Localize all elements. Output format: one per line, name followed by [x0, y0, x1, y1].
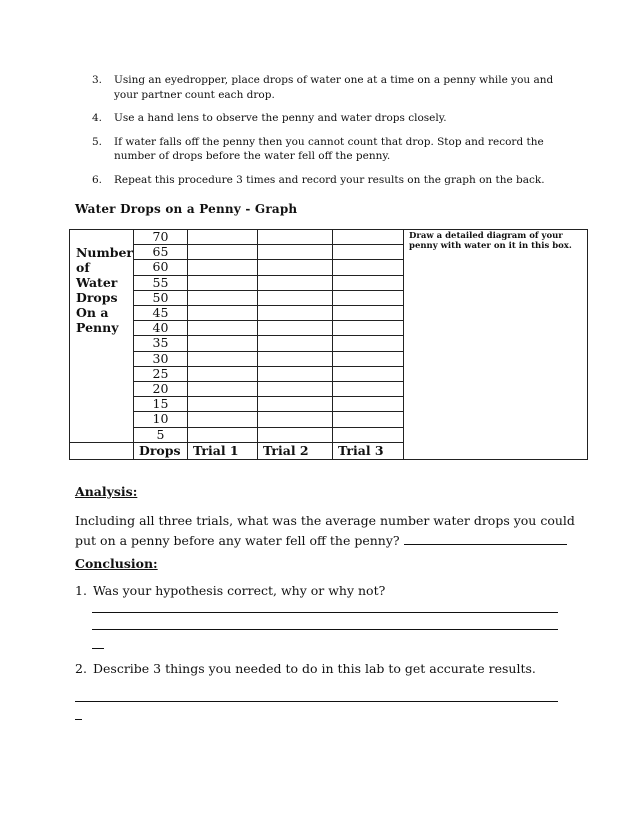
y-value: 65 — [134, 245, 188, 260]
y-value: 10 — [134, 412, 188, 427]
step-4 — [92, 111, 572, 126]
trial-2-cell[interactable] — [258, 230, 333, 245]
trial-1-cell[interactable] — [188, 290, 258, 305]
trial-1-cell[interactable] — [188, 366, 258, 381]
step-6 — [92, 173, 572, 188]
y-value: 20 — [134, 382, 188, 397]
y-value: 30 — [134, 351, 188, 366]
trial-3-cell[interactable] — [333, 397, 404, 412]
y-value: 15 — [134, 397, 188, 412]
trial-2-cell[interactable] — [258, 382, 333, 397]
analysis-question — [75, 511, 575, 551]
question-number: 2. — [75, 661, 87, 676]
trial-3-cell[interactable] — [333, 306, 404, 321]
analysis-heading: Analysis: — [75, 484, 138, 499]
diagram-box[interactable] — [404, 230, 588, 460]
graph-title: Water Drops on a Penny - Graph — [75, 202, 298, 216]
step-text: Repeat this procedure 3 times and record your results on the graph on the back. — [114, 173, 545, 186]
y-value: 35 — [134, 336, 188, 351]
trial-1-cell[interactable] — [188, 275, 258, 290]
y-value: 55 — [134, 275, 188, 290]
step-5 — [92, 135, 572, 164]
y-axis-label-line: Number — [76, 245, 134, 260]
trial-3-cell[interactable] — [333, 321, 404, 336]
trial-2-cell[interactable] — [258, 275, 333, 290]
trial-2-cell[interactable] — [258, 321, 333, 336]
trial-1-cell[interactable] — [188, 397, 258, 412]
table-row — [70, 230, 588, 245]
step-3 — [92, 73, 572, 102]
trial-1-cell[interactable] — [188, 230, 258, 245]
trial-3-cell[interactable] — [333, 366, 404, 381]
trial-2-cell[interactable] — [258, 351, 333, 366]
trial-1-cell[interactable] — [188, 412, 258, 427]
trial-3-cell[interactable] — [333, 412, 404, 427]
trial-1-cell[interactable] — [188, 427, 258, 442]
y-axis-label-line: Water — [76, 275, 118, 290]
conclusion-question-1 — [75, 583, 385, 598]
y-value: 70 — [134, 230, 188, 245]
y-axis-label-line: On a — [76, 305, 109, 320]
step-text: Use a hand lens to observe the penny and water drops closely. — [114, 112, 447, 124]
trial-2-cell[interactable] — [258, 306, 333, 321]
y-axis-label-line: Drops — [76, 290, 118, 305]
footer-blank-cell — [70, 442, 134, 459]
graph-table-body — [70, 230, 588, 460]
answer-line[interactable] — [92, 629, 558, 630]
step-number: 4. — [92, 112, 103, 124]
y-axis-label — [70, 230, 134, 443]
trial-3-cell[interactable] — [333, 230, 404, 245]
answer-line[interactable] — [75, 719, 82, 720]
trial-1-cell[interactable] — [188, 336, 258, 351]
trial-1-label: Trial 1 — [188, 442, 258, 459]
trial-2-cell[interactable] — [258, 260, 333, 275]
trial-1-cell[interactable] — [188, 245, 258, 260]
step-number: 5. — [92, 135, 103, 148]
trial-1-cell[interactable] — [188, 260, 258, 275]
conclusion-question-2 — [75, 661, 536, 676]
analysis-answer-blank[interactable] — [404, 532, 567, 545]
step-text: Using an eyedropper, place drops of water one at a time on a penny while you and your partner count each drop. — [114, 74, 554, 101]
y-axis-label-line: of — [76, 260, 90, 275]
trial-2-cell[interactable] — [258, 397, 333, 412]
graph-table — [69, 229, 588, 460]
trial-1-cell[interactable] — [188, 351, 258, 366]
diagram-instruction: Draw a detailed diagram of your penny with water on it in this box. — [409, 231, 572, 251]
y-value: 50 — [134, 290, 188, 305]
trial-3-cell[interactable] — [333, 245, 404, 260]
trial-3-cell[interactable] — [333, 427, 404, 442]
y-value: 45 — [134, 306, 188, 321]
trial-3-label: Trial 3 — [333, 442, 404, 459]
trial-1-cell[interactable] — [188, 382, 258, 397]
trial-3-cell[interactable] — [333, 351, 404, 366]
answer-line[interactable] — [92, 612, 558, 613]
procedure-steps — [92, 73, 572, 196]
answer-line[interactable] — [75, 701, 558, 702]
step-number: 6. — [92, 173, 103, 186]
trial-2-cell[interactable] — [258, 245, 333, 260]
question-number: 1. — [75, 583, 87, 598]
trial-3-cell[interactable] — [333, 275, 404, 290]
conclusion-heading: Conclusion: — [75, 556, 158, 571]
trial-2-cell[interactable] — [258, 290, 333, 305]
step-number: 3. — [92, 74, 103, 86]
trial-1-cell[interactable] — [188, 306, 258, 321]
step-text: If water falls off the penny then you cannot count that drop. Stop and record the number of drops before the water fell off the penny. — [114, 135, 544, 162]
trial-2-cell[interactable] — [258, 366, 333, 381]
y-value: 5 — [134, 427, 188, 442]
trial-3-cell[interactable] — [333, 290, 404, 305]
trial-3-cell[interactable] — [333, 260, 404, 275]
y-value: 25 — [134, 366, 188, 381]
drops-label: Drops — [134, 442, 188, 459]
y-value: 40 — [134, 321, 188, 336]
question-text: Describe 3 things you needed to do in this lab to get accurate results. — [93, 661, 536, 676]
question-text: Was your hypothesis correct, why or why not? — [93, 583, 386, 598]
y-axis-label-line: Penny — [76, 320, 119, 335]
y-value: 60 — [134, 260, 188, 275]
trial-2-cell[interactable] — [258, 336, 333, 351]
answer-line[interactable] — [92, 648, 104, 649]
trial-1-cell[interactable] — [188, 321, 258, 336]
trial-3-cell[interactable] — [333, 336, 404, 351]
trial-2-cell[interactable] — [258, 427, 333, 442]
trial-2-label: Trial 2 — [258, 442, 333, 459]
analysis-question-text: Including all three trials, what was the average number water drops you could put on a penny before any water fell off the penny? — [75, 513, 575, 548]
trial-2-cell[interactable] — [258, 412, 333, 427]
trial-3-cell[interactable] — [333, 382, 404, 397]
